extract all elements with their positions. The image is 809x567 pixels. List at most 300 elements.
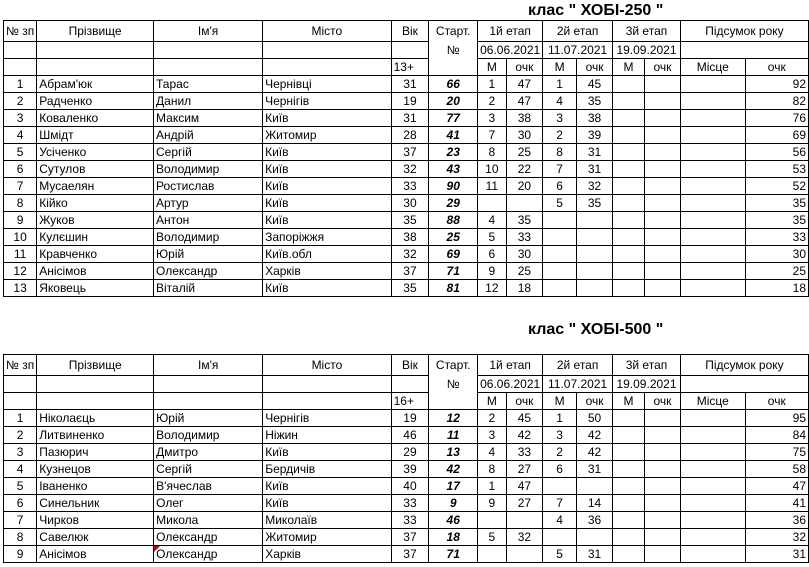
total-place-cell [680,280,745,297]
stage3-place-cell [613,144,645,161]
start-number-cell: 13 [429,444,478,461]
stage2-place-cell: 7 [543,161,577,178]
header-stage2: 2й етап [543,21,613,42]
surname-cell: Жуков [37,212,154,229]
surname-cell: Коваленко [37,110,154,127]
stage2-points-cell: 31 [577,546,613,563]
stage1-place-cell: 5 [478,229,506,246]
start-number-cell: 46 [429,512,478,529]
name-cell: Данил [154,93,263,110]
header-stage2: 2й етап [543,355,613,376]
city-cell: Запоріжжя [263,229,392,246]
name-cell: Тарас [154,76,263,93]
age-cell: 33 [391,178,429,195]
header-total-pts: очк [745,59,808,76]
header-total: Підсумок року [680,355,808,376]
stage3-place-cell [613,495,645,512]
age-cell: 37 [391,529,429,546]
surname-cell: Анісімов [37,546,154,563]
row-number: 4 [4,127,37,144]
table-row [4,212,809,229]
class-title: клас " ХОБІ-250 " [528,2,664,19]
start-number-cell: 18 [429,529,478,546]
name-cell: Віталій [154,280,263,297]
name-cell: Олександр [154,529,263,546]
surname-cell: Яковець [37,280,154,297]
start-number-cell: 23 [429,144,478,161]
table-row [4,546,809,563]
total-place-cell [680,195,745,212]
stage3-points-cell [644,546,680,563]
header-s3-pts: очк [644,393,680,410]
stage3-points-cell [644,512,680,529]
stage2-place-cell [543,263,577,280]
row-number: 8 [4,195,37,212]
total-points-cell: 47 [745,478,808,495]
start-number-cell: 11 [429,427,478,444]
stage2-points-cell [577,280,613,297]
total-points-cell: 52 [745,178,808,195]
stage2-points-cell: 31 [577,144,613,161]
name-cell: Антон [154,212,263,229]
total-points-cell: 84 [745,427,808,444]
stage3-points-cell [644,76,680,93]
stage2-place-cell [543,246,577,263]
surname-cell: Радченко [37,93,154,110]
stage2-place-cell: 6 [543,178,577,195]
surname-cell: Кулєшин [37,229,154,246]
stage1-points-cell: 45 [506,410,543,427]
header-s1-m: М [478,59,506,76]
start-number-cell: 77 [429,110,478,127]
stage3-points-cell [644,93,680,110]
city-cell: Чернігів [263,93,392,110]
table-row [4,444,809,461]
start-number-cell: 88 [429,212,478,229]
header-total-pts: очк [745,393,808,410]
city-cell: Київ [263,495,391,512]
header-city: Місто [263,21,392,42]
stage2-place-cell [543,212,577,229]
surname-cell: Чирков [37,512,154,529]
stage3-points-cell [644,461,680,478]
stage2-points-cell: 45 [577,76,613,93]
stage2-points-cell: 31 [577,461,613,478]
total-place-cell [680,161,745,178]
name-cell: В'ячеслав [154,478,263,495]
stage3-place-cell [613,76,645,93]
city-cell: Харків [263,546,391,563]
stage2-place-cell: 5 [543,195,577,212]
header-s2-m: М [543,393,577,410]
row-number: 12 [4,263,37,280]
table-body [4,410,809,563]
header-stage3: 3й етап [613,21,681,42]
header-place: Місце [680,59,745,76]
name-cell: Олександр [154,546,263,563]
table-row [4,195,809,212]
stage1-points-cell: 47 [506,76,543,93]
stage3-place-cell [613,178,645,195]
total-points-cell: 30 [745,246,808,263]
city-cell: Київ [263,478,391,495]
total-points-cell: 56 [745,144,808,161]
stage1-place-cell [478,512,506,529]
surname-cell: Мусаелян [37,178,154,195]
results-table [3,20,809,297]
row-number: 8 [4,529,37,546]
start-number-cell: 66 [429,76,478,93]
stage2-place-cell [543,280,577,297]
row-number: 6 [4,495,37,512]
total-place-cell [680,495,745,512]
total-points-cell: 69 [745,127,808,144]
stage2-place-cell: 1 [543,410,577,427]
table-row [4,495,809,512]
stage2-points-cell: 35 [577,195,613,212]
header-s2-pts: очк [577,393,613,410]
total-place-cell [680,246,745,263]
stage2-place-cell: 4 [543,93,577,110]
row-number: 9 [4,212,37,229]
row-number: 1 [4,76,37,93]
surname-cell: Анісімов [37,263,154,280]
row-number: 13 [4,280,37,297]
stage1-points-cell: 32 [506,529,543,546]
header-s1-pts: очк [506,59,543,76]
total-points-cell: 95 [745,410,808,427]
header-stage2-date: 11.07.2021 [543,42,613,59]
total-points-cell: 33 [745,229,808,246]
start-number-cell: 17 [429,478,478,495]
age-cell: 30 [391,195,429,212]
row-number: 7 [4,512,37,529]
name-cell: Юрій [154,410,263,427]
header-start-num: № [429,42,478,59]
stage3-points-cell [644,110,680,127]
city-cell: Київ [263,161,392,178]
name-cell: Олександр [154,263,263,280]
stage3-points-cell [644,178,680,195]
stage1-place-cell: 6 [478,246,506,263]
total-place-cell [680,76,745,93]
total-place-cell [680,427,745,444]
stage2-place-cell: 8 [543,144,577,161]
total-place-cell [680,410,745,427]
name-cell: Володимир [154,161,263,178]
stage1-place-cell: 9 [478,495,506,512]
stage2-points-cell: 36 [577,512,613,529]
table-row [4,263,809,280]
name-cell: Володимир [154,229,263,246]
city-cell: Київ.обл [263,246,392,263]
stage3-place-cell [613,246,645,263]
age-cell: 28 [391,127,429,144]
surname-cell: Савелюк [37,529,154,546]
table-row [4,461,809,478]
surname-cell: Кійко [37,195,154,212]
stage3-place-cell [613,461,645,478]
table-body [4,76,809,297]
row-number: 9 [4,546,37,563]
stage3-place-cell [613,212,645,229]
start-number-cell: 20 [429,93,478,110]
total-points-cell: 25 [745,263,808,280]
stage1-place-cell: 9 [478,263,506,280]
stage3-points-cell [644,144,680,161]
header-age-note: 16+ [391,393,429,410]
stage3-points-cell [644,410,680,427]
table-row [4,76,809,93]
stage1-place-cell: 1 [478,478,506,495]
header-start-num: № [429,376,478,393]
header-place: Місце [680,393,745,410]
table-row [4,127,809,144]
stage1-place-cell: 11 [478,178,506,195]
table-row [4,178,809,195]
stage3-points-cell [644,229,680,246]
stage2-place-cell: 3 [543,427,577,444]
stage3-place-cell [613,263,645,280]
stage2-points-cell [577,212,613,229]
city-cell: Київ [263,280,392,297]
city-cell: Чернівці [263,76,392,93]
city-cell: Київ [263,110,392,127]
stage3-points-cell [644,195,680,212]
age-cell: 46 [391,427,429,444]
stage1-place-cell: 10 [478,161,506,178]
stage2-points-cell [577,229,613,246]
age-cell: 31 [391,110,429,127]
stage1-place-cell: 8 [478,144,506,161]
stage3-points-cell [644,427,680,444]
stage1-points-cell: 25 [506,144,543,161]
age-cell: 19 [391,410,429,427]
header-stage3-date: 19.09.2021 [613,42,681,59]
header-stage2-date: 11.07.2021 [543,376,613,393]
stage3-points-cell [644,212,680,229]
header-name: Ім'я [154,21,263,42]
city-cell: Київ [263,144,392,161]
table-row [4,229,809,246]
city-cell: Ніжин [263,427,391,444]
start-number-cell: 69 [429,246,478,263]
header-city: Місто [263,355,391,376]
total-place-cell [680,512,745,529]
table-row [4,427,809,444]
row-number: 5 [4,144,37,161]
header-surname: Прізвище [37,355,154,376]
total-place-cell [680,461,745,478]
stage3-points-cell [644,263,680,280]
stage1-points-cell: 22 [506,161,543,178]
age-cell: 35 [391,280,429,297]
start-number-cell: 41 [429,127,478,144]
total-place-cell [680,478,745,495]
stage1-points-cell: 33 [506,444,543,461]
stage2-points-cell: 38 [577,110,613,127]
total-points-cell: 18 [745,280,808,297]
total-points-cell: 58 [745,461,808,478]
stage2-place-cell: 2 [543,444,577,461]
stage1-place-cell: 2 [478,410,506,427]
stage1-place-cell: 4 [478,444,506,461]
row-number: 11 [4,246,37,263]
city-cell: Житомир [263,529,391,546]
row-number: 2 [4,427,37,444]
table-row [4,410,809,427]
age-cell: 32 [391,161,429,178]
total-points-cell: 32 [745,529,808,546]
stage2-place-cell [543,529,577,546]
name-cell: Артур [154,195,263,212]
total-place-cell [680,229,745,246]
total-points-cell: 53 [745,161,808,178]
stage1-points-cell: 35 [506,212,543,229]
header-s3-m: М [613,393,645,410]
total-place-cell [680,127,745,144]
stage3-place-cell [613,161,645,178]
stage2-place-cell: 3 [543,110,577,127]
table-row [4,110,809,127]
age-cell: 31 [391,76,429,93]
name-cell: Сергій [154,461,263,478]
stage1-place-cell: 2 [478,93,506,110]
stage1-points-cell: 30 [506,127,543,144]
total-points-cell: 36 [745,512,808,529]
stage1-points-cell: 47 [506,93,543,110]
stage2-points-cell [577,263,613,280]
header-age: Вік [391,355,429,376]
start-number-cell: 29 [429,195,478,212]
stage3-place-cell [613,546,645,563]
stage2-points-cell [577,478,613,495]
surname-cell: Шмідт [37,127,154,144]
age-cell: 37 [391,546,429,563]
results-table [3,354,809,563]
stage2-points-cell: 42 [577,427,613,444]
row-number: 6 [4,161,37,178]
stage3-points-cell [644,444,680,461]
surname-cell: Ніколаєць [37,410,154,427]
stage2-place-cell: 4 [543,512,577,529]
stage2-place-cell: 7 [543,495,577,512]
stage1-points-cell: 20 [506,178,543,195]
start-number-cell: 43 [429,161,478,178]
header-s2-pts: очк [577,59,613,76]
stage1-place-cell: 8 [478,461,506,478]
header-total: Підсумок року [680,21,808,42]
header-s3-pts: очк [644,59,680,76]
name-cell: Микола [154,512,263,529]
stage3-points-cell [644,127,680,144]
header-start: Старт. [429,21,478,42]
age-cell: 40 [391,478,429,495]
age-cell: 35 [391,212,429,229]
surname-cell: Усіченко [37,144,154,161]
table-row [4,529,809,546]
stage2-place-cell: 2 [543,127,577,144]
city-cell: Харків [263,263,392,280]
stage3-points-cell [644,529,680,546]
total-points-cell: 92 [745,76,808,93]
row-number: 1 [4,410,37,427]
stage1-points-cell: 25 [506,263,543,280]
total-points-cell: 76 [745,110,808,127]
stage3-place-cell [613,427,645,444]
start-number-cell: 12 [429,410,478,427]
header-surname: Прізвище [37,21,154,42]
age-cell: 29 [391,444,429,461]
stage1-place-cell: 3 [478,110,506,127]
stage3-points-cell [644,495,680,512]
total-place-cell [680,546,745,563]
city-cell: Чернігів [263,410,391,427]
stage3-place-cell [613,110,645,127]
total-points-cell: 35 [745,195,808,212]
row-number: 5 [4,478,37,495]
total-place-cell [680,93,745,110]
stage3-place-cell [613,529,645,546]
surname-cell: Кузнецов [37,461,154,478]
stage3-points-cell [644,161,680,178]
name-cell: Максим [154,110,263,127]
table-row [4,144,809,161]
stage2-points-cell [577,529,613,546]
header-s3-m: М [613,59,645,76]
age-cell: 33 [391,512,429,529]
city-cell: Київ [263,212,392,229]
stage1-points-cell: 42 [506,427,543,444]
start-number-cell: 71 [429,546,478,563]
table-row [4,478,809,495]
header-s2-m: М [543,59,577,76]
stage2-points-cell: 50 [577,410,613,427]
header-stage1: 1й етап [478,355,543,376]
name-cell: Ростислав [154,178,263,195]
stage2-place-cell [543,229,577,246]
stage1-place-cell: 12 [478,280,506,297]
city-cell: Київ [263,195,392,212]
stage1-points-cell: 38 [506,110,543,127]
surname-cell: Сутулов [37,161,154,178]
stage1-points-cell: 30 [506,246,543,263]
stage2-place-cell [543,478,577,495]
stage1-place-cell [478,195,506,212]
stage3-place-cell [613,512,645,529]
total-place-cell [680,263,745,280]
stage1-points-cell [506,195,543,212]
stage1-points-cell: 47 [506,478,543,495]
age-cell: 32 [391,246,429,263]
header-s1-pts: очк [506,393,543,410]
stage3-points-cell [644,280,680,297]
stage3-place-cell [613,229,645,246]
header-s1-m: М [478,393,506,410]
stage3-place-cell [613,127,645,144]
stage2-place-cell: 5 [543,546,577,563]
stage2-points-cell: 32 [577,178,613,195]
surname-cell: Литвиненко [37,427,154,444]
surname-cell: Абрам'юк [37,76,154,93]
stage3-place-cell [613,280,645,297]
stage2-points-cell: 39 [577,127,613,144]
total-place-cell [680,444,745,461]
surname-cell: Кравченко [37,246,154,263]
stage2-points-cell: 42 [577,444,613,461]
stage3-points-cell [644,478,680,495]
header-num: № зп [4,21,37,42]
